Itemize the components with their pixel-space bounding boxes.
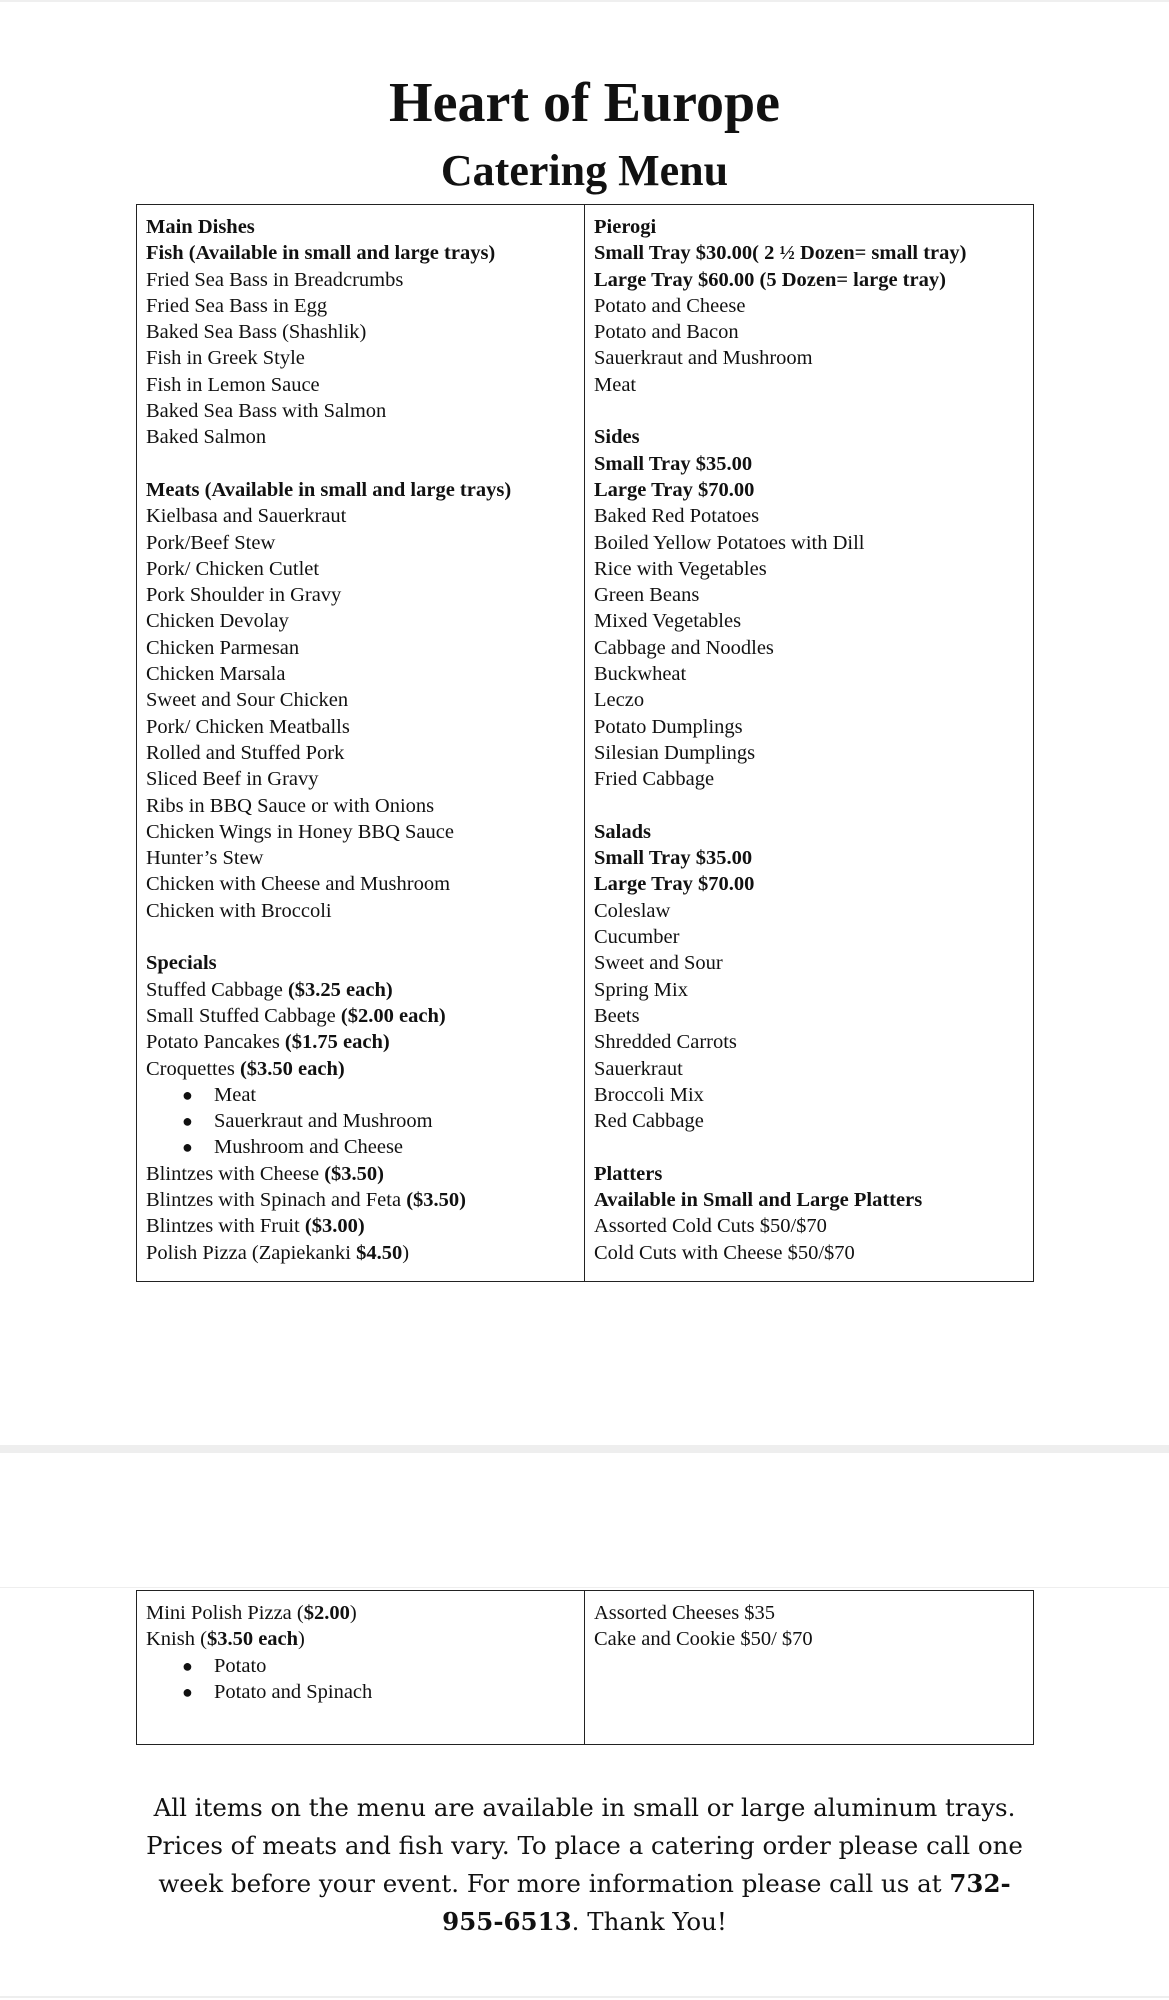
special-name: Small Stuffed Cabbage bbox=[146, 1004, 341, 1027]
footer-note bbox=[136, 1789, 1033, 1941]
section-heading-pierogi: Pierogi bbox=[594, 216, 657, 238]
bullet-text: Potato and Spinach bbox=[214, 1680, 373, 1703]
menu-item: Fried Sea Bass in Egg bbox=[146, 294, 328, 317]
divider bbox=[0, 1587, 1169, 1588]
menu-item: Beets bbox=[594, 1004, 640, 1027]
menu-item: Red Cabbage bbox=[594, 1110, 704, 1133]
section-heading-meats: Meats (Available in small and large trays) bbox=[146, 478, 512, 501]
footer-closing: . Thank You! bbox=[571, 1907, 727, 1936]
right-column-continued bbox=[585, 1591, 1034, 1745]
menu-item: Potato and Cheese bbox=[594, 294, 746, 317]
menu-item: Chicken Parmesan bbox=[146, 636, 300, 659]
sides-large-tray: Large Tray $70.00 bbox=[594, 478, 755, 501]
special-item bbox=[146, 977, 575, 1003]
special-name: Blintzes with Spinach and Feta bbox=[146, 1188, 407, 1211]
platters-note: Available in Small and Large Platters bbox=[594, 1188, 923, 1211]
section-heading-salads: Salads bbox=[594, 820, 651, 843]
menu-item: Pork/Beef Stew bbox=[146, 531, 276, 554]
section-heading-sides: Sides bbox=[594, 426, 640, 449]
left-column bbox=[137, 205, 585, 1282]
special-name: Potato Pancakes bbox=[146, 1031, 285, 1054]
menu-item: Baked Red Potatoes bbox=[594, 505, 760, 528]
bullet-item bbox=[146, 1679, 575, 1705]
special-price: ($3.50) bbox=[324, 1162, 384, 1185]
left-column-continued bbox=[137, 1591, 585, 1745]
special-name: Stuffed Cabbage bbox=[146, 978, 288, 1001]
bullet-item bbox=[146, 1134, 575, 1160]
menu-subtitle: Catering Menu bbox=[440, 146, 729, 195]
menu-item: Baked Sea Bass with Salmon bbox=[146, 400, 387, 423]
section-heading-main-dishes: Main Dishes bbox=[146, 216, 255, 238]
menu-item: Assorted Cheeses $35 bbox=[594, 1602, 776, 1624]
menu-item: Leczo bbox=[594, 689, 645, 712]
bullet-dot-icon: ● bbox=[182, 1084, 193, 1105]
special-name: Croquettes bbox=[146, 1057, 240, 1080]
menu-item: Sliced Beef in Gravy bbox=[146, 768, 319, 791]
salads-large-tray: Large Tray $70.00 bbox=[594, 873, 755, 896]
menu-item: Chicken Wings in Honey BBQ Sauce bbox=[146, 820, 454, 843]
right-column bbox=[585, 205, 1034, 1282]
menu-table bbox=[136, 204, 1034, 1282]
special-price: $3.50 each bbox=[206, 1628, 299, 1651]
special-close: ) bbox=[349, 1602, 357, 1624]
special-name: Blintzes with Fruit bbox=[146, 1215, 305, 1238]
menu-item: Spring Mix bbox=[594, 978, 688, 1001]
menu-item: Baked Sea Bass (Shashlik) bbox=[146, 321, 367, 344]
spacer bbox=[594, 398, 1024, 424]
spacer bbox=[146, 451, 575, 477]
special-name: Mini Polish Pizza ( bbox=[146, 1602, 304, 1624]
special-item bbox=[146, 1626, 575, 1652]
special-price: ($3.50 each) bbox=[239, 1057, 345, 1080]
menu-item: Potato and Bacon bbox=[594, 321, 739, 344]
sides-small-tray: Small Tray $35.00 bbox=[594, 452, 753, 475]
special-name: Blintzes with Cheese bbox=[146, 1162, 325, 1185]
menu-item: Potato Dumplings bbox=[594, 715, 743, 738]
divider bbox=[0, 1996, 1169, 1998]
bullet-item bbox=[146, 1082, 575, 1108]
menu-table-continued bbox=[136, 1590, 1034, 1745]
bullet-text: Potato bbox=[214, 1654, 267, 1677]
special-price: ($2.00 each) bbox=[340, 1004, 446, 1027]
menu-item: Chicken Marsala bbox=[146, 663, 286, 686]
special-name: Knish ( bbox=[146, 1628, 207, 1651]
restaurant-title: Heart of Europe bbox=[389, 72, 780, 134]
special-item bbox=[146, 1213, 575, 1239]
bullet-dot-icon: ● bbox=[182, 1655, 193, 1676]
bullet-text: Mushroom and Cheese bbox=[214, 1136, 404, 1159]
spacer bbox=[594, 793, 1024, 819]
menu-item: Silesian Dumplings bbox=[594, 741, 756, 764]
menu-item: Pork Shoulder in Gravy bbox=[146, 584, 342, 607]
section-heading-platters: Platters bbox=[594, 1162, 663, 1185]
pierogi-large-tray: Large Tray $60.00 (5 Dozen= large tray) bbox=[594, 268, 946, 291]
menu-item: Buckwheat bbox=[594, 663, 687, 686]
spacer bbox=[594, 1134, 1024, 1160]
phone-number: 732-955-6513 bbox=[442, 1869, 1011, 1936]
special-item bbox=[146, 1187, 575, 1213]
special-price: $2.00 bbox=[303, 1602, 350, 1624]
special-item bbox=[146, 1240, 575, 1266]
menu-item: Cucumber bbox=[594, 926, 680, 949]
page-separator bbox=[0, 1445, 1169, 1453]
menu-item: Rice with Vegetables bbox=[594, 557, 767, 580]
menu-item: Pork/ Chicken Cutlet bbox=[146, 557, 320, 580]
spacer bbox=[146, 924, 575, 950]
special-item bbox=[146, 1029, 575, 1055]
menu-item: Fish in Greek Style bbox=[146, 347, 305, 370]
bullet-dot-icon: ● bbox=[182, 1137, 193, 1158]
menu-item: Hunter’s Stew bbox=[146, 847, 264, 870]
menu-item: Sauerkraut and Mushroom bbox=[594, 347, 813, 370]
special-item bbox=[146, 1600, 575, 1626]
menu-item: Mixed Vegetables bbox=[594, 610, 742, 633]
pierogi-small-tray: Small Tray $30.00( 2 ½ Dozen= small tray) bbox=[594, 242, 967, 265]
bullet-item bbox=[146, 1108, 575, 1134]
menu-item: Pork/ Chicken Meatballs bbox=[146, 715, 350, 738]
menu-item: Shredded Carrots bbox=[594, 1031, 737, 1054]
special-name: Polish Pizza (Zapiekanki bbox=[146, 1241, 357, 1264]
menu-item: Cabbage and Noodles bbox=[594, 636, 774, 659]
menu-item: Boiled Yellow Potatoes with Dill bbox=[594, 531, 865, 554]
bullet-item bbox=[146, 1653, 575, 1679]
section-heading-specials: Specials bbox=[146, 952, 217, 975]
special-price: $4.50 bbox=[356, 1241, 403, 1264]
menu-item: Green Beans bbox=[594, 584, 700, 607]
bullet-dot-icon: ● bbox=[182, 1681, 193, 1702]
menu-item: Kielbasa and Sauerkraut bbox=[146, 505, 347, 528]
menu-item: Meat bbox=[594, 373, 637, 396]
special-price: ($3.25 each) bbox=[287, 978, 393, 1001]
menu-item: Coleslaw bbox=[594, 899, 671, 922]
special-item bbox=[146, 1056, 575, 1082]
menu-item: Rolled and Stuffed Pork bbox=[146, 741, 345, 764]
menu-item: Cold Cuts with Cheese $50/$70 bbox=[594, 1241, 855, 1264]
special-close: ) bbox=[298, 1628, 305, 1651]
special-price: ($3.00) bbox=[304, 1215, 365, 1238]
menu-item: Fish in Lemon Sauce bbox=[146, 373, 320, 396]
menu-item: Sweet and Sour bbox=[594, 952, 723, 975]
menu-item: Broccoli Mix bbox=[594, 1083, 704, 1106]
salads-small-tray: Small Tray $35.00 bbox=[594, 847, 753, 870]
menu-item: Cake and Cookie $50/ $70 bbox=[594, 1628, 813, 1651]
menu-item: Ribs in BBQ Sauce or with Onions bbox=[146, 794, 435, 817]
menu-item: Fried Cabbage bbox=[594, 768, 715, 791]
footer-text: All items on the menu are available in small or large aluminum trays. Prices of meats and fish vary. To place a catering order please call one week before your event. For more information please call us at bbox=[146, 1793, 1023, 1898]
bullet-text: Meat bbox=[214, 1083, 257, 1106]
menu-item: Baked Salmon bbox=[146, 426, 267, 449]
special-price: ($3.50) bbox=[406, 1188, 466, 1211]
bullet-dot-icon: ● bbox=[182, 1111, 193, 1132]
special-price: ($1.75 each) bbox=[284, 1031, 390, 1054]
menu-item: Chicken Devolay bbox=[146, 610, 289, 633]
special-close: ) bbox=[402, 1241, 410, 1264]
menu-item: Fried Sea Bass in Breadcrumbs bbox=[146, 268, 404, 291]
bullet-text: Sauerkraut and Mushroom bbox=[214, 1110, 433, 1133]
menu-item: Assorted Cold Cuts $50/$70 bbox=[594, 1215, 827, 1238]
fish-note: Fish (Available in small and large trays) bbox=[146, 242, 496, 265]
menu-item: Sweet and Sour Chicken bbox=[146, 689, 349, 712]
menu-item: Chicken with Cheese and Mushroom bbox=[146, 873, 451, 896]
menu-item: Sauerkraut bbox=[594, 1057, 683, 1080]
menu-item: Chicken with Broccoli bbox=[146, 899, 332, 922]
special-item bbox=[146, 1161, 575, 1187]
special-item bbox=[146, 1003, 575, 1029]
